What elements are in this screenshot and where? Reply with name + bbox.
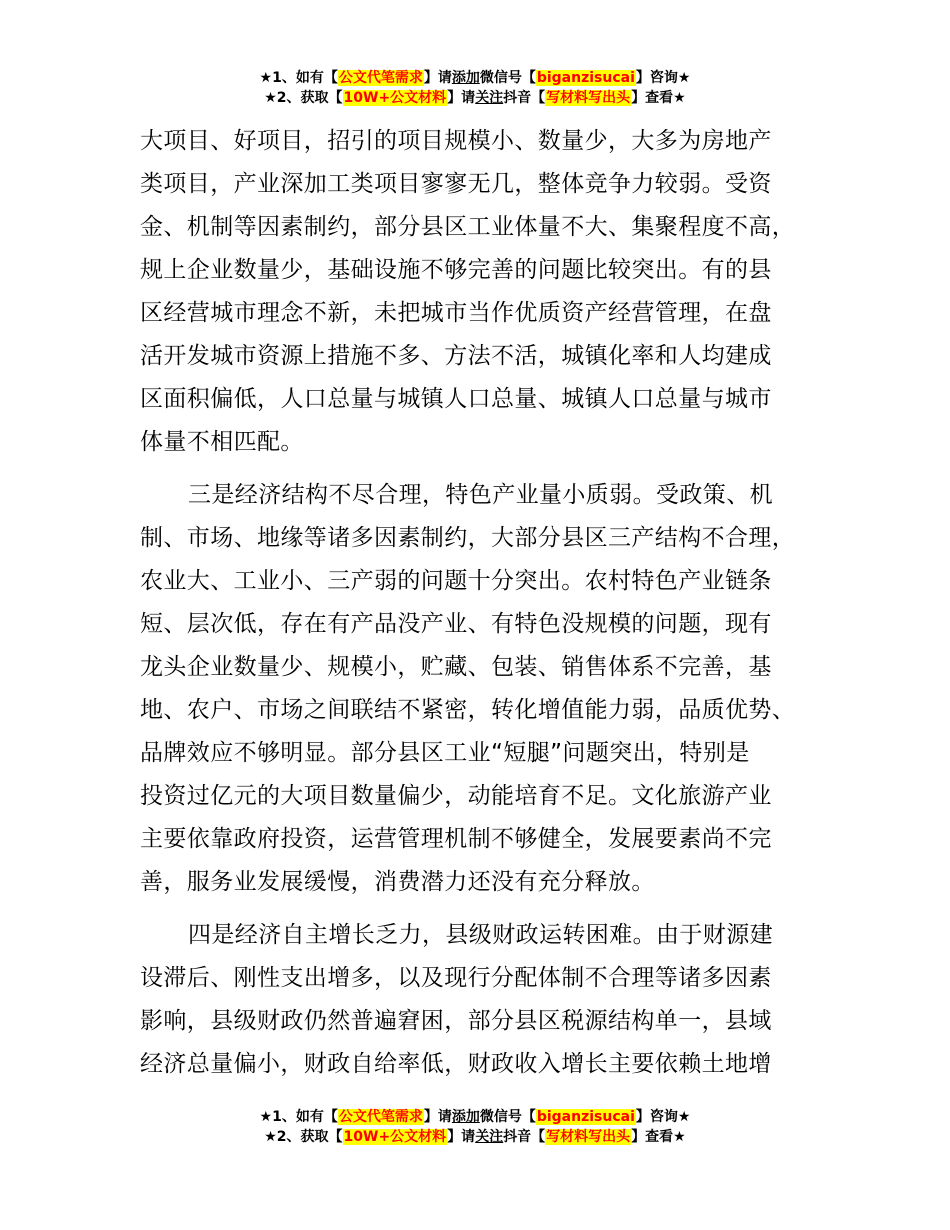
promo-text: 】查看★ <box>631 1129 686 1145</box>
promo-text: ★1、如有【 <box>259 70 338 86</box>
text-line: 设滞后、刚性支出增多，以及现行分配体制不合理等诸多因素 <box>140 965 772 991</box>
promo-text: ★2、获取【 <box>264 1129 343 1145</box>
promo-header <box>0 68 950 108</box>
promo-highlight: 10W+公文材料 <box>343 1129 447 1145</box>
text-line: 活开发城市资源上措施不多、方法不活，城镇化率和人均建成 <box>140 343 772 369</box>
text-line: 制、市场、地缘等诸多因素制约，大部分县区三产结构不合理， <box>140 525 796 551</box>
promo-underlined: 添加 <box>451 70 480 86</box>
promo-highlight: biganzisucai <box>536 70 635 86</box>
text-line: 金、机制等因素制约，部分县区工业体量不大、集聚程度不高， <box>140 214 796 240</box>
text-line: 善，服务业发展缓慢，消费潜力还没有充分释放。 <box>140 869 655 895</box>
text-line: 短、层次低，存在有产品没产业、有特色没规模的问题，现有 <box>140 611 772 637</box>
promo-line-2 <box>0 88 950 108</box>
text-line: 区经营城市理念不新，未把城市当作优质资产经营管理，在盘 <box>140 300 772 326</box>
promo-text: 】请 <box>447 90 476 106</box>
promo-highlight: 公文代笔需求 <box>338 70 423 86</box>
text-line: 龙头企业数量少、规模小，贮藏、包装、销售体系不完善，基 <box>140 654 772 680</box>
promo-text: 微信号【 <box>479 70 536 86</box>
promo-highlight: 10W+公文材料 <box>343 90 447 106</box>
promo-text: 】请 <box>423 1109 452 1125</box>
text-line: 经济总量偏小，财政自给率低，财政收入增长主要依赖土地增 <box>140 1051 772 1077</box>
promo-underlined: 关注 <box>475 90 504 106</box>
text-line: 类项目，产业深加工类项目寥寥无几，整体竞争力较弱。受资 <box>140 171 772 197</box>
document-body <box>140 120 835 1086</box>
promo-footer <box>0 1107 950 1147</box>
promo-highlight: 写材料写出头 <box>546 1129 631 1145</box>
text-line: 主要依靠政府投资，运营管理机制不够健全，发展要素尚不完 <box>140 826 772 852</box>
text-line: 品牌效应不够明显。部分县区工业“短腿”问题突出，特别是 <box>140 740 750 766</box>
text-line: 大项目、好项目，招引的项目规模小、数量少，大多为房地产 <box>140 128 772 154</box>
text-line: 区面积偏低，人口总量与城镇人口总量、城镇人口总量与城市 <box>140 386 772 412</box>
text-line: 三是经济结构不尽合理，特色产业量小质弱。受政策、机 <box>188 482 773 508</box>
promo-line-1 <box>0 1107 950 1127</box>
promo-text: 微信号【 <box>479 1109 536 1125</box>
text-line: 地、农户、市场之间联结不紧密，转化增值能力弱，品质优势、 <box>140 697 796 723</box>
promo-line-1 <box>0 68 950 88</box>
text-line: 投资过亿元的大项目数量偏少，动能培育不足。文化旅游产业 <box>140 783 772 809</box>
paragraph <box>140 914 835 1086</box>
promo-text: 】咨询★ <box>635 70 691 86</box>
promo-text: 抖音【 <box>503 90 546 106</box>
promo-text: 】咨询★ <box>635 1109 691 1125</box>
promo-highlight: biganzisucai <box>536 1109 635 1125</box>
promo-underlined: 添加 <box>451 1109 480 1125</box>
promo-highlight: 写材料写出头 <box>546 90 631 106</box>
paragraph <box>140 474 835 904</box>
promo-text: 】查看★ <box>631 90 686 106</box>
text-line: 影响，县级财政仍然普遍窘困，部分县区税源结构单一，县域 <box>140 1008 772 1034</box>
text-line: 规上企业数量少，基础设施不够完善的问题比较突出。有的县 <box>140 257 772 283</box>
text-line: 体量不相匹配。 <box>140 429 304 455</box>
promo-text: ★2、获取【 <box>264 90 343 106</box>
promo-text: ★1、如有【 <box>259 1109 338 1125</box>
paragraph <box>140 120 835 464</box>
promo-text: 】请 <box>447 1129 476 1145</box>
text-line: 四是经济自主增长乏力，县级财政运转困难。由于财源建 <box>188 922 773 948</box>
promo-highlight: 公文代笔需求 <box>338 1109 423 1125</box>
promo-underlined: 关注 <box>475 1129 504 1145</box>
promo-line-2 <box>0 1127 950 1147</box>
promo-text: 抖音【 <box>503 1129 546 1145</box>
promo-text: 】请 <box>423 70 452 86</box>
text-line: 农业大、工业小、三产弱的问题十分突出。农村特色产业链条 <box>140 568 772 594</box>
